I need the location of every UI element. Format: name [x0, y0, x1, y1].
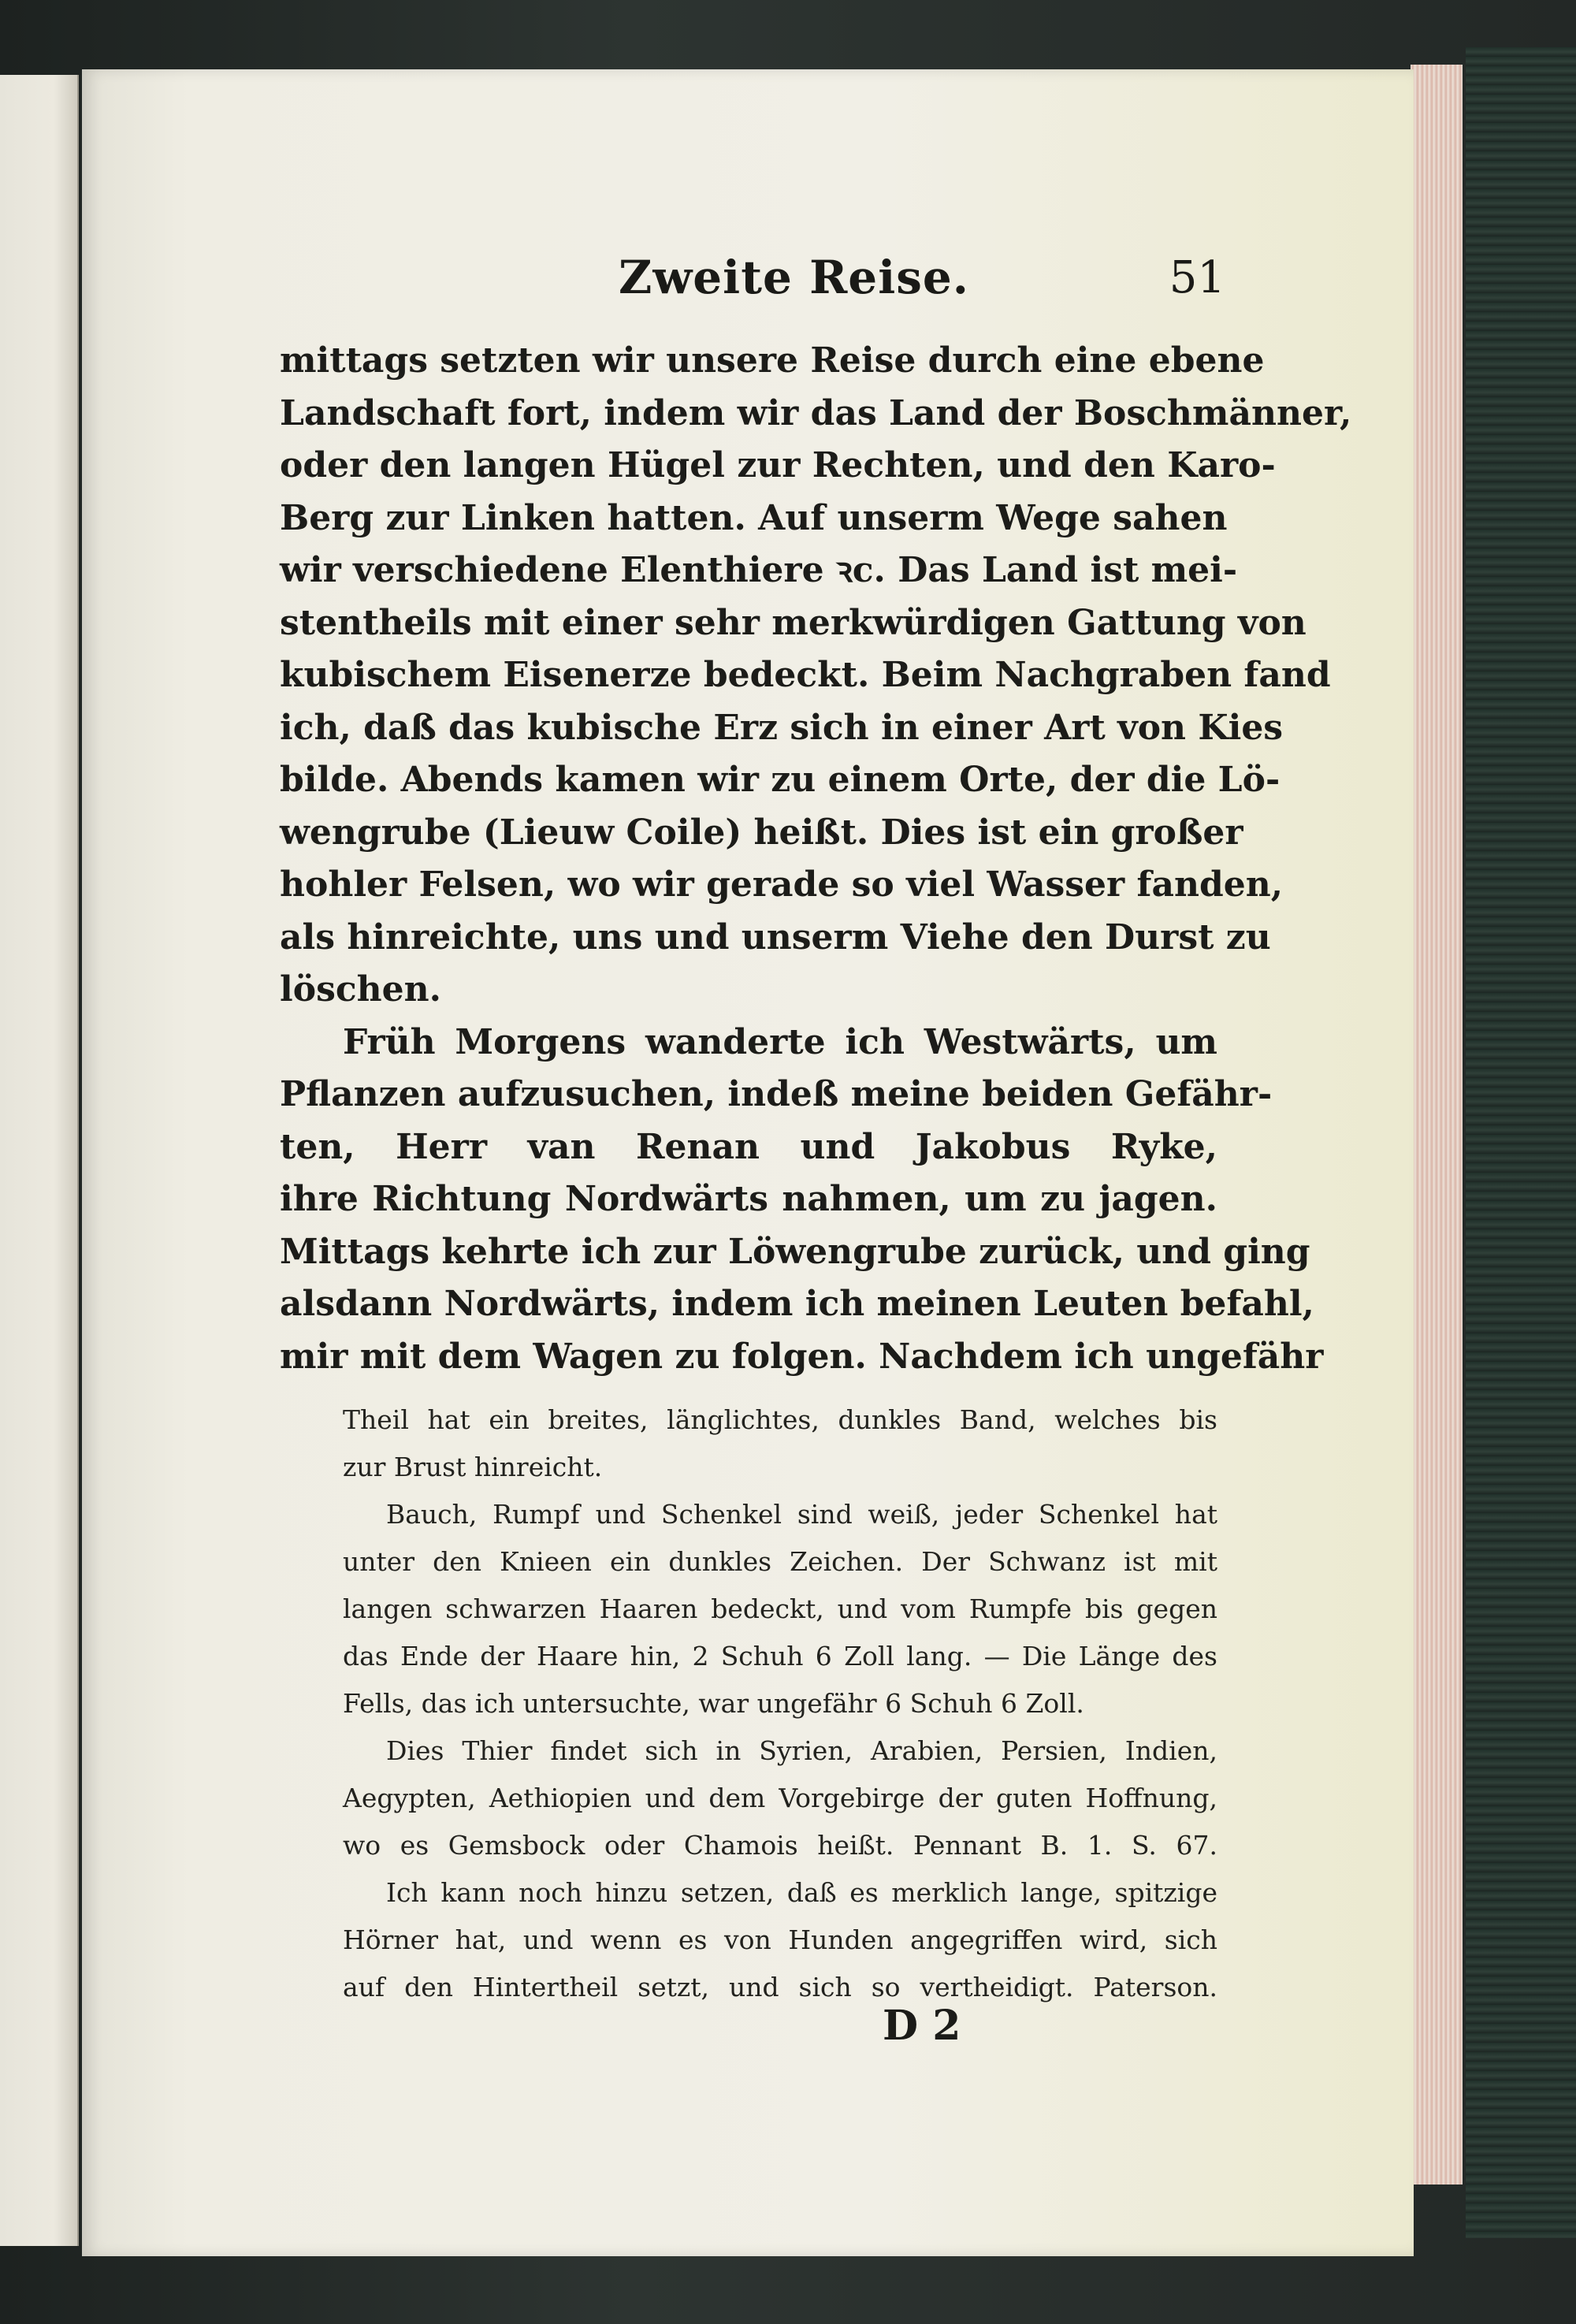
- text-line: ihre Richtung Nordwärts nahmen, um zu jagen.: [280, 1179, 1217, 1219]
- footnote-line: Fells, das ich untersuchte, war ungefähr 6 Schuh 6 Zoll.: [343, 1688, 1084, 1719]
- text-line: Berg zur Linken hatten. Auf unserm Wege sahen: [280, 497, 1228, 538]
- paragraph-start-line: Früh Morgens wanderte ich Westwärts, um: [343, 1021, 1217, 1062]
- text-line: mittags setzten wir unsere Reise durch eine ebene: [280, 340, 1265, 381]
- text-line: wengrube (Lieuw Coile) heißt. Dies ist ein großer: [280, 812, 1243, 853]
- signature-mark: D 2: [883, 2002, 961, 2050]
- text-line: wir verschiedene Elenthiere ꝛc. Das Land ist mei-: [280, 550, 1238, 590]
- running-head: Zweite Reise.: [619, 251, 969, 304]
- footnote-line: Aegypten, Aethiopien und dem Vorgebirge der guten Hoffnung,: [343, 1783, 1217, 1813]
- page-number: 51: [1169, 252, 1225, 303]
- footnote-block: [343, 1396, 1217, 2011]
- text-line: Mittags kehrte ich zur Löwengrube zurück, und ging: [280, 1231, 1310, 1272]
- text-line: kubischem Eisenerze bedeckt. Beim Nachgraben fand: [280, 655, 1331, 695]
- footnote-line: wo es Gemsbock oder Chamois heißt. Pennant B. 1. S. 67.: [343, 1830, 1217, 1861]
- text-line: bilde. Abends kamen wir zu einem Orte, der die Lö-: [280, 760, 1280, 800]
- text-line: als hinreichte, uns und unserm Viehe den Durst zu: [280, 917, 1271, 957]
- footnote-line: langen schwarzen Haaren bedeckt, und vom Rumpfe bis gegen: [343, 1593, 1217, 1624]
- footnote-line: unter den Knieen ein dunkles Zeichen. Der Schwanz ist mit: [343, 1546, 1217, 1577]
- footnote-line: Dies Thier findet sich in Syrien, Arabien, Persien, Indien,: [386, 1735, 1217, 1766]
- footnote-line: Theil hat ein breites, länglichtes, dunkles Band, welches bis: [343, 1404, 1217, 1435]
- page-header: [280, 251, 1225, 314]
- text-line: alsdann Nordwärts, indem ich meinen Leuten befahl,: [280, 1284, 1314, 1324]
- footnote-line: Bauch, Rumpf und Schenkel sind weiß, jeder Schenkel hat: [386, 1499, 1217, 1530]
- footnote-line: auf den Hintertheil setzt, und sich so vertheidigt. Paterson.: [343, 1972, 1217, 2002]
- text-line: ich, daß das kubische Erz sich in einer Art von Kies: [280, 707, 1284, 748]
- facing-page-edge: [0, 75, 79, 2246]
- text-line: hohler Felsen, wo wir gerade so viel Wasser fanden,: [280, 865, 1284, 905]
- text-line: löschen.: [280, 969, 441, 1010]
- text-line: stentheils mit einer sehr merkwürdigen Gattung von: [280, 602, 1307, 643]
- book-cover-edge: [1466, 47, 1576, 2238]
- text-line: Landschaft fort, indem wir das Land der Boschmänner,: [280, 392, 1352, 433]
- footnote-line: das Ende der Haare hin, 2 Schuh 6 Zoll lang. — Die Länge des: [343, 1641, 1217, 1671]
- main-text: [280, 335, 1352, 1383]
- footnote-line: zur Brust hinreicht.: [343, 1452, 603, 1482]
- text-line: Pflanzen aufzusuchen, indeß meine beiden Gefähr-: [280, 1074, 1273, 1114]
- text-line: oder den langen Hügel zur Rechten, und den Karo-: [280, 445, 1276, 485]
- footnote-line: Hörner hat, und wenn es von Hunden angegriffen wird, sich: [343, 1924, 1217, 1955]
- text-line: ten, Herr van Renan und Jakobus Ryke,: [280, 1126, 1217, 1167]
- footnote-line: Ich kann noch hinzu setzen, daß es merklich lange, spitzige: [386, 1877, 1217, 1908]
- text-line: mir mit dem Wagen zu folgen. Nachdem ich ungefähr: [280, 1336, 1324, 1377]
- page-block-edge: [1411, 65, 1463, 2185]
